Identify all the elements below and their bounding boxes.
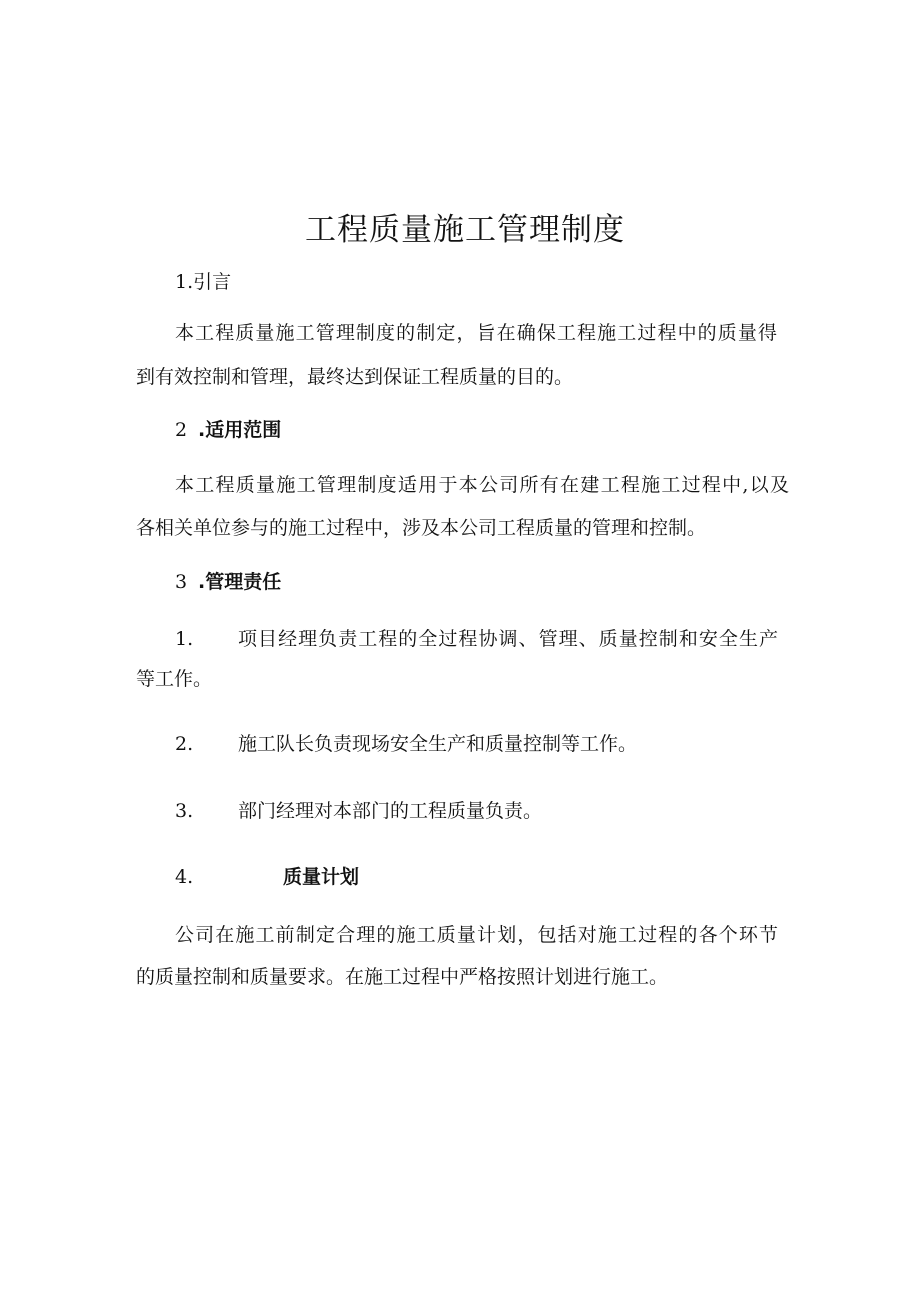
section-number-quality-plan: 4. [175,866,194,888]
intro-paragraph-line-1: 本工程质量施工管理制度的制定，旨在确保工程施工过程中的质量得 [175,322,777,344]
list-item-number: 1. [175,628,194,650]
quality-plan-paragraph-line-1: 公司在施工前制定合理的施工质量计划，包括对施工过程的各个环节 [175,924,778,946]
document-title: 工程质量施工管理制度 [305,212,625,248]
list-item-line-1: 施工队长负责现场安全生产和质量控制等工作。 [238,733,638,755]
section-number-scope: 2 [175,419,188,441]
section-number-responsibility: 3 [175,571,188,593]
quality-plan-paragraph-line-2: 的质量控制和质量要求。在施工过程中严格按照计划进行施工。 [136,966,669,988]
section-heading-intro: 1.引言 [175,271,232,293]
section-heading-responsibility: .管理责任 [198,571,282,593]
list-item-number: 3. [175,800,194,822]
scope-paragraph-line-2: 各相关单位参与的施工过程中，涉及本公司工程质量的管理和控制。 [136,517,707,539]
list-item-line-2: 等工作。 [136,668,213,690]
list-item-number: 2. [175,733,194,755]
scope-paragraph-line-1: 本工程质量施工管理制度适用于本公司所有在建工程施工过程中,以及 [175,474,789,496]
list-item-line-1: 部门经理对本部门的工程质量负责。 [238,800,543,822]
section-heading-scope: .适用范围 [198,419,282,441]
intro-paragraph-line-2: 到有效控制和管理，最终达到保证工程质量的目的。 [136,366,574,388]
section-heading-quality-plan: 质量计划 [283,866,360,888]
list-item-line-1: 项目经理负责工程的全过程协调、管理、质量控制和安全生产 [238,628,778,650]
